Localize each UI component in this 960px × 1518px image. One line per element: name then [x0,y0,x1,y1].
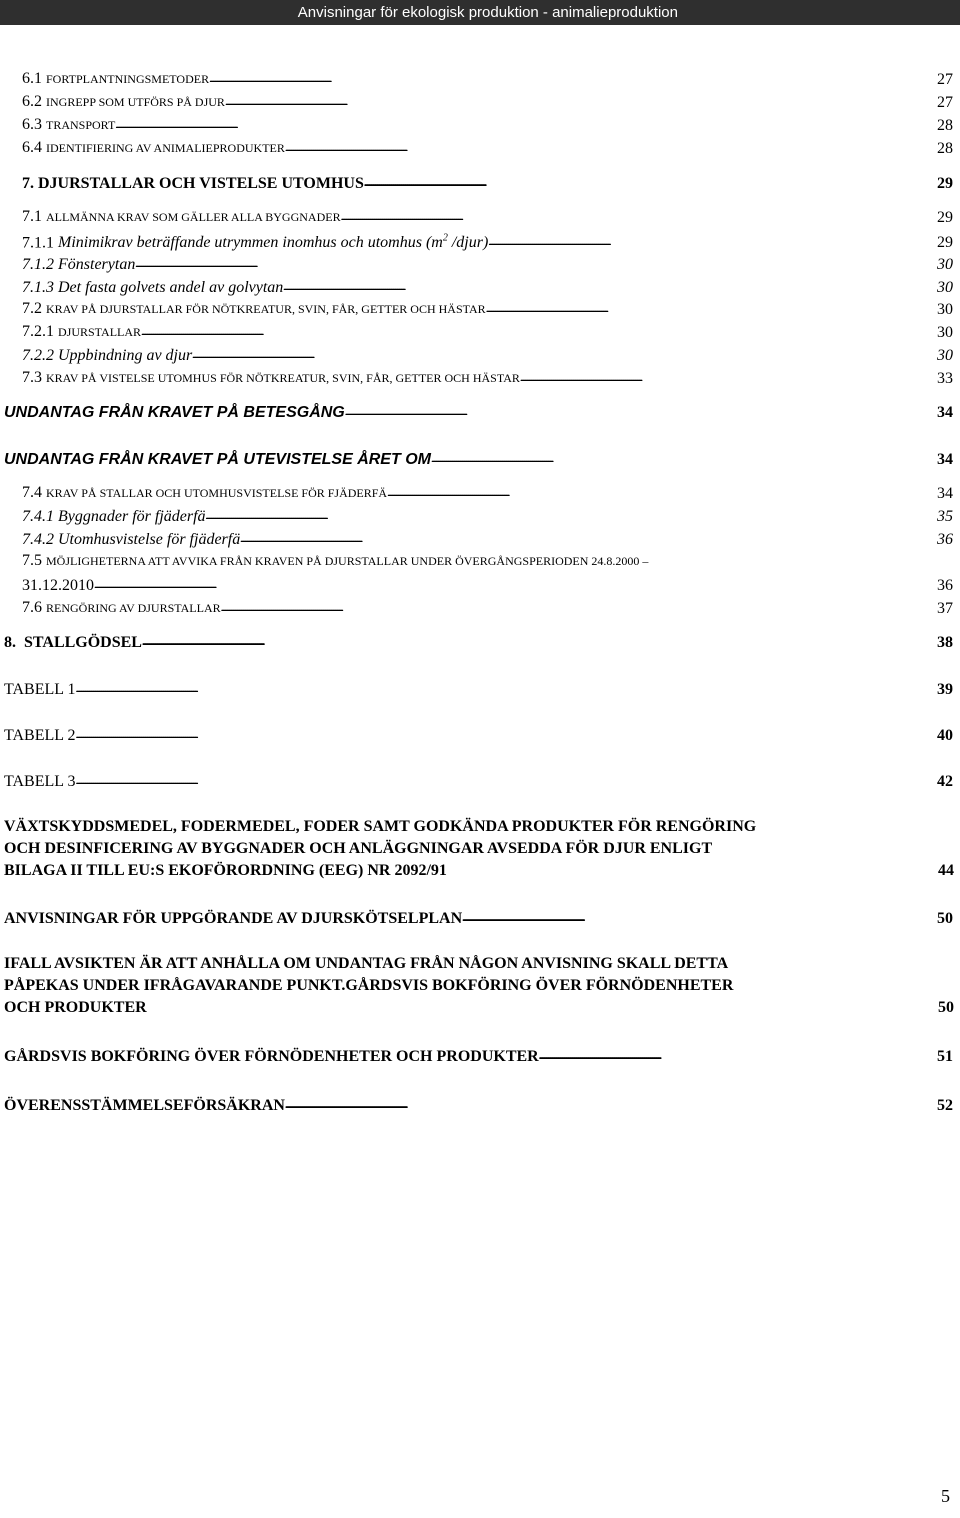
toc-entry[interactable] [22,321,953,342]
toc-number: 6.2 [22,93,42,110]
toc-number: 7.6 [22,599,42,616]
toc-number: 8. [4,634,16,651]
toc-leader [209,68,935,89]
toc-title: DJURSTALLAR [58,325,142,339]
toc-title: KRAV PÅ VISTELSE UTOMHUS FÖR NÖTKREATUR, SVIN, FÅR, GETTER OCH HÄSTAR [46,371,520,385]
toc-leader [135,253,935,274]
toc-entry[interactable] [22,528,953,549]
toc-page: 38 [937,634,953,651]
toc-entry[interactable] [22,253,953,274]
toc-number: 6.4 [22,139,42,156]
toc-title: RENGÖRING AV DJURSTALLAR [46,601,221,615]
toc-entry[interactable] [4,1094,953,1115]
toc-number: 7.4.1 [22,508,54,525]
toc-title-line: OCH DESINFICERING AV BYGGNADER OCH ANLÄGGNINGAR AVSEDDA FÖR DJUR ENLIGT [4,840,713,857]
toc-entry[interactable] [22,367,953,388]
toc-leader [520,367,935,388]
toc-page: 51 [937,1048,953,1065]
toc-entry-line[interactable] [22,551,953,571]
toc-entry[interactable] [22,91,953,112]
toc-page: 50 [938,999,954,1016]
toc-title: IDENTIFIERING AV ANIMALIEPRODUKTER [46,141,285,155]
toc-page: 28 [937,117,953,134]
toc-leader [142,631,935,652]
toc-number: 7.1 [22,208,42,225]
toc-title-suffix: /djur) [447,234,489,252]
toc-page: 35 [937,508,953,525]
toc-leader [94,574,935,595]
toc-leader [285,1094,935,1115]
toc-title-last-line [4,860,954,882]
toc-entry[interactable] [4,401,953,422]
toc-page: 30 [937,256,953,273]
toc-page: 34 [937,451,953,468]
toc-title: TABELL 1 [4,681,76,698]
toc-title-line: OCH PRODUKTER [4,999,147,1016]
toc-leader [115,114,935,135]
toc-title: GÅRDSVIS BOKFÖRING ÖVER FÖRNÖDENHETER OCH PRODUKTER [4,1048,539,1065]
toc-leader [192,344,935,365]
toc-entry[interactable] [4,724,953,745]
toc-number: 7.3 [22,369,42,386]
toc-title: TABELL 3 [4,773,76,790]
toc-title: MÖJLIGHETERNA ATT AVVIKA FRÅN KRAVEN PÅ DJURSTALLAR UNDER ÖVERGÅNGSPERIODEN 24.8.2000 – [46,554,649,568]
toc-title: Minimikrav beträffande utrymmen inomhus och utomhus (m [58,234,443,252]
toc-leader [240,528,935,549]
toc-page: 30 [937,324,953,341]
toc-page: 36 [937,531,953,548]
toc-entry[interactable] [22,298,953,319]
toc-page: 42 [937,773,953,790]
toc-page: 29 [937,234,953,252]
toc-title: Uppbindning av djur [58,347,193,364]
toc-entry[interactable] [22,597,953,618]
toc-number: 7.4.2 [22,531,54,548]
toc-page: 30 [937,347,953,364]
toc-number: 7.2.2 [22,347,54,364]
toc-page: 29 [937,209,953,226]
toc-page: 29 [937,175,953,192]
toc-leader [539,1045,935,1066]
toc-page: 30 [937,301,953,318]
toc-page: 27 [937,94,953,111]
toc-number: 6.1 [22,70,42,87]
toc-page: 27 [937,71,953,88]
toc-entry[interactable] [4,1045,953,1066]
toc-entry[interactable] [22,344,953,365]
toc-page: 34 [937,404,953,421]
toc-page: 44 [938,862,954,879]
toc-title: ALLMÄNNA KRAV SOM GÄLLER ALLA BYGGNADER [46,210,341,224]
toc-leader [206,505,935,526]
toc-page: 30 [937,279,953,296]
toc-number: 7.1.2 [22,256,54,273]
toc-leader [341,206,935,227]
toc-entry[interactable] [4,907,953,928]
toc-page: 34 [937,485,953,502]
toc-leader [283,276,935,297]
document-header-title: Anvisningar för ekologisk produktion - animalieproduktion [297,4,678,21]
toc-title: FORTPLANTNINGSMETODER [46,72,210,86]
toc-entry-multiline[interactable] [4,953,954,1019]
toc-entry[interactable] [22,276,953,297]
page-number: 5 [941,1486,950,1506]
toc-title: ANVISNINGAR FÖR UPPGÖRANDE AV DJURSKÖTSELPLAN [4,910,463,927]
toc-number: 7.5 [22,552,42,569]
toc-title: Byggnader för fjäderfä [58,508,206,525]
toc-entry[interactable] [22,229,953,252]
toc-entry[interactable] [4,448,953,469]
toc-entry-multiline[interactable] [4,816,954,882]
toc-leader [364,172,935,193]
toc-title: STALLGÖDSEL [24,634,142,651]
toc-number: 7.1.1 [22,234,54,252]
toc-leader [488,231,935,252]
toc-leader [225,91,935,112]
toc-page: 33 [937,370,953,387]
toc-number: 7. [22,175,34,192]
toc-page: 40 [937,727,953,744]
toc-entry[interactable] [4,631,953,652]
toc-leader [75,724,935,745]
toc-entry[interactable] [22,114,953,135]
toc-leader [462,907,935,928]
toc-title: Utomhusvistelse för fjäderfä [58,531,241,548]
toc-leader [75,678,935,699]
toc-title-continued: 31.12.2010 [22,577,94,594]
toc-title-line: BILAGA II TILL EU:S EKOFÖRORDNING (EEG) NR 2092/91 [4,862,447,879]
toc-title-line: IFALL AVSIKTEN ÄR ATT ANHÅLLA OM UNDANTAG FRÅN NÅGON ANVISNING SKALL DETTA [4,955,729,972]
toc-number: 6.3 [22,116,42,133]
toc-title: KRAV PÅ DJURSTALLAR FÖR NÖTKREATUR, SVIN, FÅR, GETTER OCH HÄSTAR [46,302,486,316]
toc-title: ÖVERENSSTÄMMELSEFÖRSÄKRAN [4,1097,285,1114]
toc-title: UNDANTAG FRÅN KRAVET PÅ UTEVISTELSE ÅRET OM [4,451,431,468]
toc-entry[interactable] [22,574,953,595]
toc-entry[interactable] [22,206,953,227]
toc-entry[interactable] [22,68,953,89]
toc-page: 37 [937,600,953,617]
toc-number: 7.1.3 [22,279,54,296]
toc-title-last-line [4,997,954,1019]
toc-leader [345,401,935,422]
toc-entry[interactable] [4,678,953,699]
toc-page: 39 [937,681,953,698]
toc-leader [387,482,935,503]
toc-title: INGREPP SOM UTFÖRS PÅ DJUR [46,95,225,109]
toc-entry[interactable] [22,482,953,503]
toc-title: UNDANTAG FRÅN KRAVET PÅ BETESGÅNG [4,404,345,421]
toc-entry[interactable] [22,172,953,193]
toc-entry[interactable] [4,770,953,791]
toc-page: 28 [937,140,953,157]
toc-leader [431,448,935,469]
toc-superscript: 2 [442,233,448,244]
toc-leader [486,298,935,319]
toc-title-line: VÄXTSKYDDSMEDEL, FODERMEDEL, FODER SAMT GODKÄNDA PRODUKTER FÖR RENGÖRING [4,818,757,835]
toc-title: TABELL 2 [4,727,76,744]
toc-page: 36 [937,577,953,594]
document-header-bar [0,0,960,25]
toc-title: Det fasta golvets andel av golvytan [58,279,284,296]
toc-entry[interactable] [22,137,953,158]
toc-title: Fönsterytan [58,256,136,273]
toc-leader [75,770,935,791]
toc-leader [221,597,935,618]
toc-leader [141,321,935,342]
toc-page: 50 [937,910,953,927]
toc-title: TRANSPORT [46,118,116,132]
toc-leader [285,137,935,158]
toc-number: 7.2.1 [22,323,54,340]
toc-title-line: PÅPEKAS UNDER IFRÅGAVARANDE PUNKT.GÅRDSVIS BOKFÖRING ÖVER FÖRNÖDENHETER [4,977,734,994]
toc-entry[interactable] [22,505,953,526]
toc-number: 7.2 [22,300,42,317]
toc-title: KRAV PÅ STALLAR OCH UTOMHUSVISTELSE FÖR FJÄDERFÄ [46,486,388,500]
toc-title: DJURSTALLAR OCH VISTELSE UTOMHUS [38,175,364,192]
toc-page: 52 [937,1097,953,1114]
toc-number: 7.4 [22,484,42,501]
